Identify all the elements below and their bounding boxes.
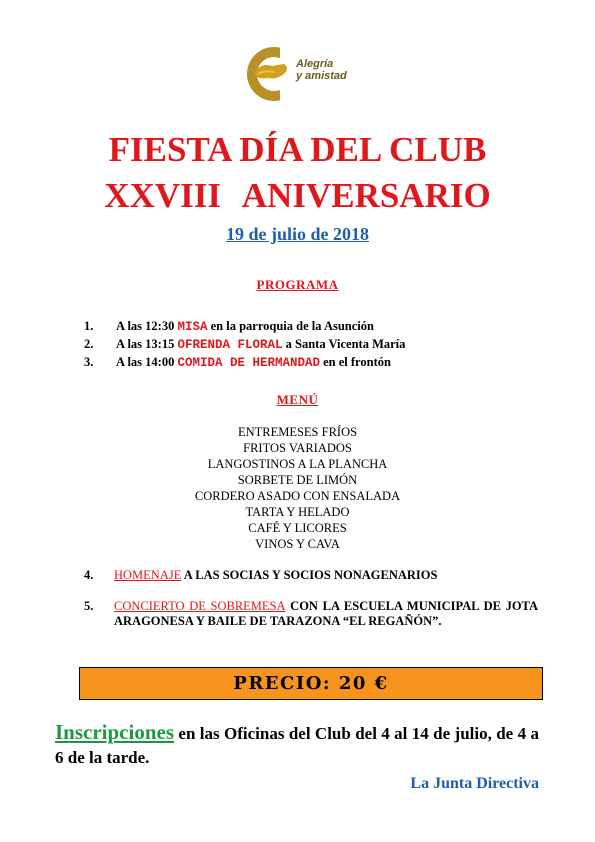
programa-heading: PROGRAMA [256,277,339,292]
menu-heading: MENÚ [276,392,319,407]
inscripciones-detail: en las Oficinas del Club del 4 al 14 de julio, de 4 a 6 de la tarde. [55,724,539,767]
programa-item [84,354,405,372]
menu-item: VINOS Y CAVA [255,537,340,551]
item-highlight: COMIDA DE HERMANDAD [177,356,320,370]
item-time: A las 12:30 [116,319,178,333]
menu-list [0,424,595,552]
item-detail: en la parroquia de la Asunción [207,319,374,333]
signature: La Junta Directiva [410,775,539,792]
inscripciones-paragraph [55,720,539,770]
programa-item [84,318,405,336]
item-number: 2. [84,337,94,351]
item-detail: a Santa Vicenta María [282,337,406,351]
menu-item: FRITOS VARIADOS [243,441,352,455]
item-highlight: HOMENAJE [114,568,182,582]
item-highlight: OFRENDA FLORAL [177,338,283,352]
programa-list [84,318,405,372]
item-time: A las 13:15 [116,337,178,351]
menu-item: SORBETE DE LIMÓN [237,473,358,487]
item-number: 1. [84,319,94,333]
item-number: 4. [84,568,94,582]
item-detail: A LAS SOCIAS Y SOCIOS NONAGENARIOS [181,568,438,582]
programa-item [84,336,405,354]
menu-item: LANGOSTINOS A LA PLANCHA [207,457,388,471]
item-detail: en el frontón [320,355,391,369]
item-highlight: CONCIERTO DE SOBREMESA [114,599,286,613]
event-date: 19 de julio de 2018 [225,224,369,244]
main-title-line2: XXVIII ANIVERSARIO [104,176,491,215]
homenaje-item [84,568,437,583]
price-banner: PRECIO: 20 € [79,667,543,700]
logo-line2: y amistad [296,70,347,82]
menu-item: TARTA Y HELADO [245,505,350,519]
item-highlight: MISA [177,320,208,334]
item-time: A las 14:00 [116,355,178,369]
logo-text [296,58,347,82]
logo-line1: Alegría [296,58,334,70]
inscripciones-label: Inscripciones [55,720,175,744]
menu-item: ENTREMESES FRÍOS [237,425,358,439]
main-title-line1: FIESTA DÍA DEL CLUB [108,130,487,169]
item-number: 5. [84,599,94,613]
item-number: 3. [84,355,94,369]
concierto-item [84,599,538,629]
menu-item: CORDERO ASADO CON ENSALADA [194,489,401,503]
menu-item: CAFÉ Y LICORES [248,521,347,535]
item-detail: CON LA ESCUELA MUNICIPAL DE JOTA ARAGONESA Y BAILE DE TARAZONA “EL REGAÑÓN”. [114,599,538,628]
